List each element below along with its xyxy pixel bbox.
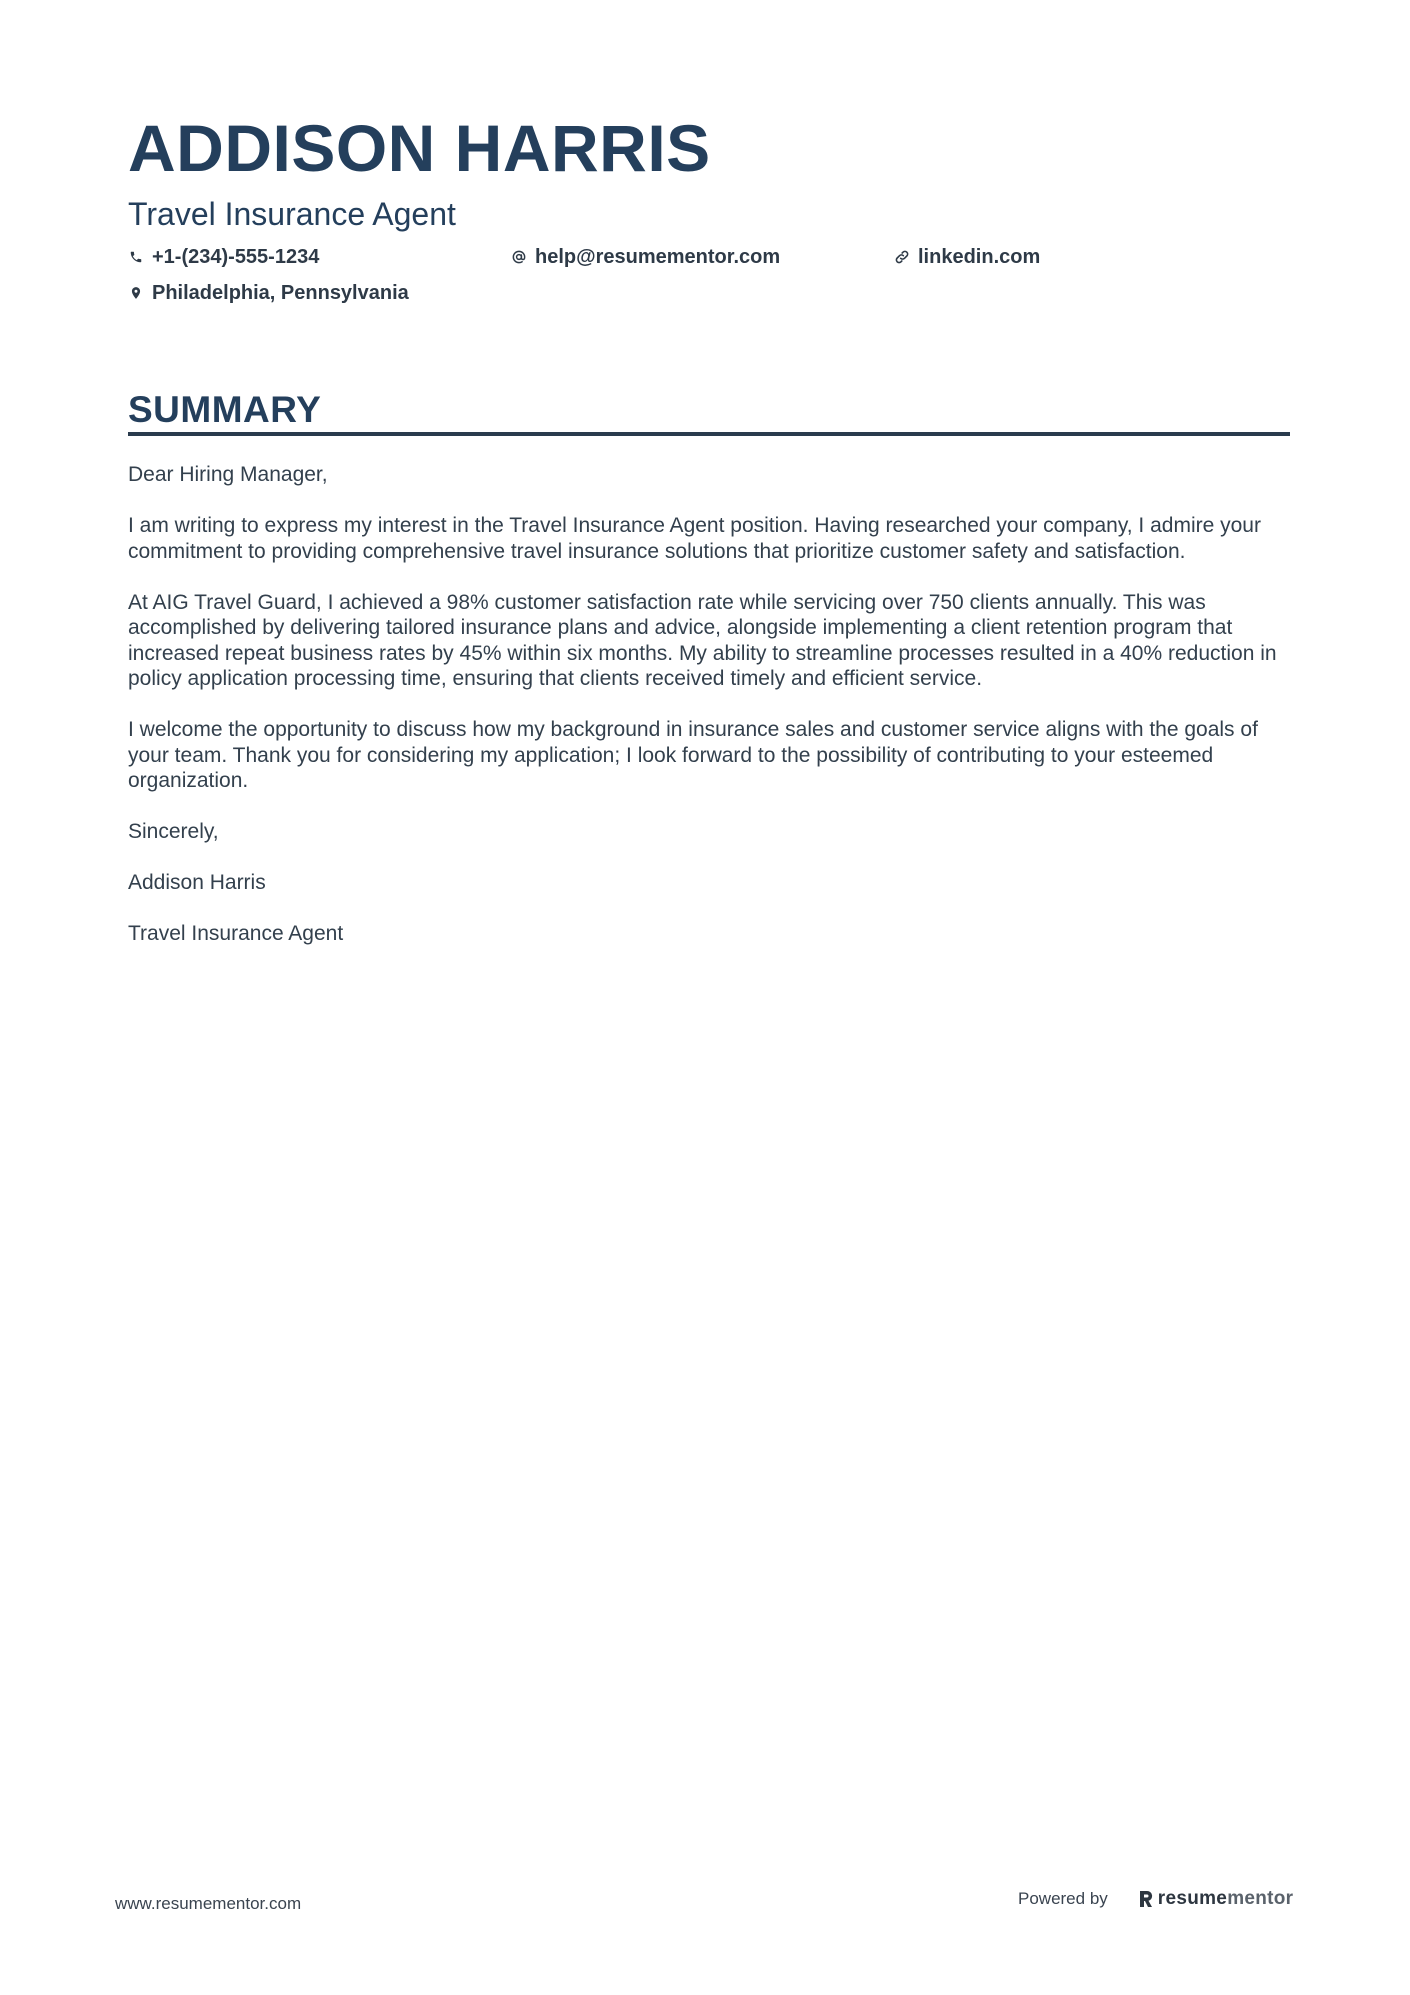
footer-branding — [1018, 1888, 1293, 1910]
contact-list — [128, 244, 1290, 306]
linkedin-link[interactable]: linkedin.com — [918, 245, 1041, 268]
brand-text-resume: resume — [1157, 1888, 1228, 1909]
candidate-name: ADDISON HARRIS — [128, 111, 711, 185]
contact-phone — [128, 244, 511, 270]
brand-logo[interactable] — [1138, 1888, 1294, 1910]
section-title: SUMMARY — [128, 389, 322, 430]
letter-closing: Sincerely, — [128, 820, 219, 843]
signature-title: Travel Insurance Agent — [128, 922, 344, 945]
signature-name: Addison Harris — [128, 871, 266, 894]
footer-website[interactable]: www.resumementor.com — [115, 1894, 302, 1913]
phone-icon — [128, 249, 144, 265]
contact-email[interactable] — [511, 244, 894, 270]
letter-paragraph: At AIG Travel Guard, I achieved a 98% customer satisfaction rate while servicing over 750 clients annually. This was accomplished by delivering tailored insurance plans and advice, alongside implementing a client retention program that increased repeat business rates by 45% within six months. My ability to streamline processes resulted in a 40% reduction in policy application processing time, ensuring that clients received timely and efficient service. — [128, 590, 1277, 690]
resumementor-logo-icon — [1138, 1889, 1154, 1909]
letter-paragraph: I welcome the opportunity to discuss how my background in insurance sales and customer service aligns with the goals of your team. Thank you for considering my application; I look forward to the possibility of contributing to your esteemed organization. — [128, 718, 1258, 792]
candidate-role: Travel Insurance Agent — [128, 196, 456, 232]
phone-text: +1-(234)-555-1234 — [152, 245, 320, 268]
letter-body — [128, 462, 1293, 972]
contact-location — [128, 280, 511, 306]
link-icon — [894, 249, 910, 265]
location-text: Philadelphia, Pennsylvania — [152, 281, 409, 304]
at-icon — [511, 249, 527, 265]
section-divider — [128, 432, 1290, 436]
letter-greeting: Dear Hiring Manager, — [128, 463, 328, 486]
brand-text-mentor: mentor — [1227, 1888, 1294, 1909]
header — [128, 110, 1290, 306]
location-pin-icon — [128, 285, 144, 301]
powered-by-label: Powered by — [1018, 1889, 1108, 1908]
letter-paragraph: I am writing to express my interest in the Travel Insurance Agent position. Having researched your company, I admire your commitment to providing comprehensive travel insurance solutions that prioritize customer safety and satisfaction. — [128, 514, 1261, 563]
email-link[interactable]: help@resumementor.com — [535, 245, 781, 268]
contact-link[interactable] — [894, 244, 1277, 270]
